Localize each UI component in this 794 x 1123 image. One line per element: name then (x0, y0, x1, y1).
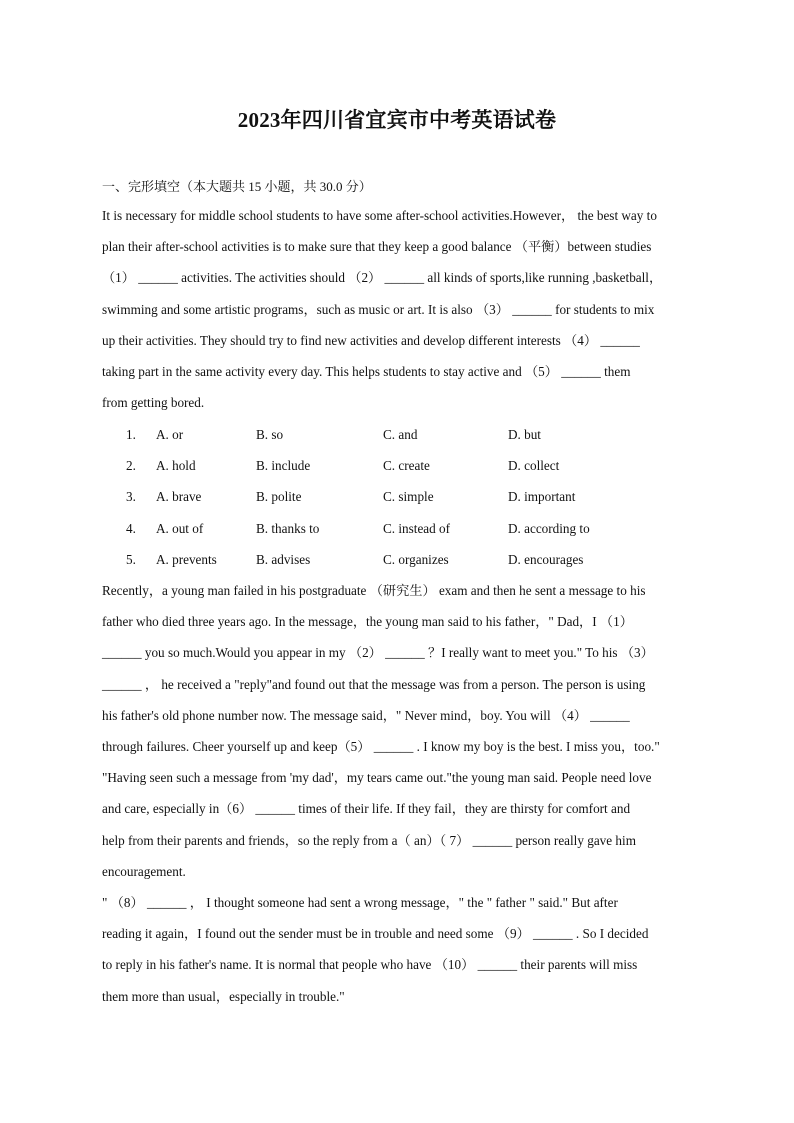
option-a: A. prevents (156, 551, 217, 567)
section-heading: 一、完形填空（本大题共 15 小题，共 30.0 分） (102, 179, 372, 194)
page-title: 2023年四川省宜宾市中考英语试卷 (237, 108, 557, 132)
option-d: D. important (508, 489, 576, 505)
passage-line: taking part in the same activity every day. This helps students to stay active and （5） ______ them (102, 364, 631, 380)
option-c: C. instead of (383, 520, 451, 536)
passage-line: swimming and some artistic programs，such as music or art. It is also （3） ______ for students to mix (102, 301, 655, 317)
option-b: B. thanks to (256, 520, 320, 536)
option-d: D. collect (508, 458, 560, 474)
option-b: B. advises (256, 551, 311, 567)
question-number: 5. (126, 551, 136, 567)
passage-line: through failures. Cheer yourself up and keep（5） ______ . I know my boy is the best. I miss you，too." (102, 739, 660, 755)
question-number: 4. (126, 520, 136, 536)
passage-line: father who died three years ago. In the message，the young man said to his father，" Dad，I （1） (102, 614, 633, 630)
passage-1 (102, 200, 702, 418)
passage-line: "Having seen such a message from 'my dad'，my tears came out."the young man said. People need love (102, 770, 652, 786)
option-d: D. according to (508, 520, 590, 536)
question-number: 2. (126, 458, 136, 474)
passage-line: ______ you so much.Would you appear in my （2） ______ ？I really want to meet you." To his （3） (102, 645, 654, 661)
passage-line: plan their after-school activities is to make sure that they keep a good balance （平衡）between studies (102, 239, 652, 255)
question-number: 3. (126, 489, 136, 505)
passage-line: to reply in his father's name. It is normal that people who have （10） ______ their parents will miss (102, 957, 638, 973)
option-a: A. or (156, 427, 184, 442)
question-number: 1. (126, 427, 136, 442)
passage-line: ______ ， he received a "reply"and found out that the message was from a person. The person is using (102, 676, 646, 692)
option-a: A. hold (156, 458, 196, 474)
option-c: C. simple (383, 489, 434, 505)
option-b: B. include (256, 458, 311, 474)
passage-line: and care, especially in（6） ______ times of their life. If they fail，they are thirsty for comfort and (102, 801, 631, 817)
option-a: A. brave (156, 489, 202, 505)
option-c: C. and (383, 427, 418, 442)
passage-2 (102, 575, 702, 1012)
option-c: C. organizes (383, 551, 449, 567)
option-b: B. polite (256, 489, 302, 505)
option-b: B. so (256, 427, 284, 442)
passage-line: them more than usual，especially in trouble." (102, 988, 345, 1004)
passage-line: （1） ______ activities. The activities should （2） ______ all kinds of sports,like running ,basketball， (102, 270, 663, 286)
option-a: A. out of (156, 520, 204, 536)
passage-line: help from their parents and friends，so the reply from a（ an）（ 7） ______ person really gave him (102, 832, 636, 848)
passage-line: It is necessary for middle school students to have some after-school activities.However， the best way to (102, 208, 657, 223)
option-d: D. encourages (508, 551, 584, 567)
passage-line: encouragement. (102, 863, 186, 879)
passage-line: from getting bored. (102, 395, 205, 411)
option-d: D. but (508, 427, 541, 442)
passage-line: " （8） ______ ， I thought someone had sent a wrong message，" the " father " said." But after (102, 895, 618, 911)
option-c: C. create (383, 458, 430, 474)
passage-line: up their activities. They should try to find new activities and develop different interests （4） ______ (102, 332, 640, 348)
passage-line: Recently，a young man failed in his postgraduate （研究生） exam and then he sent a message to his (102, 583, 646, 598)
passage-line: his father's old phone number now. The message said，" Never mind，boy. You will （4） ______ (102, 707, 630, 723)
passage-line: reading it again，I found out the sender must be in trouble and need some （9） ______ . So I decided (102, 926, 649, 942)
